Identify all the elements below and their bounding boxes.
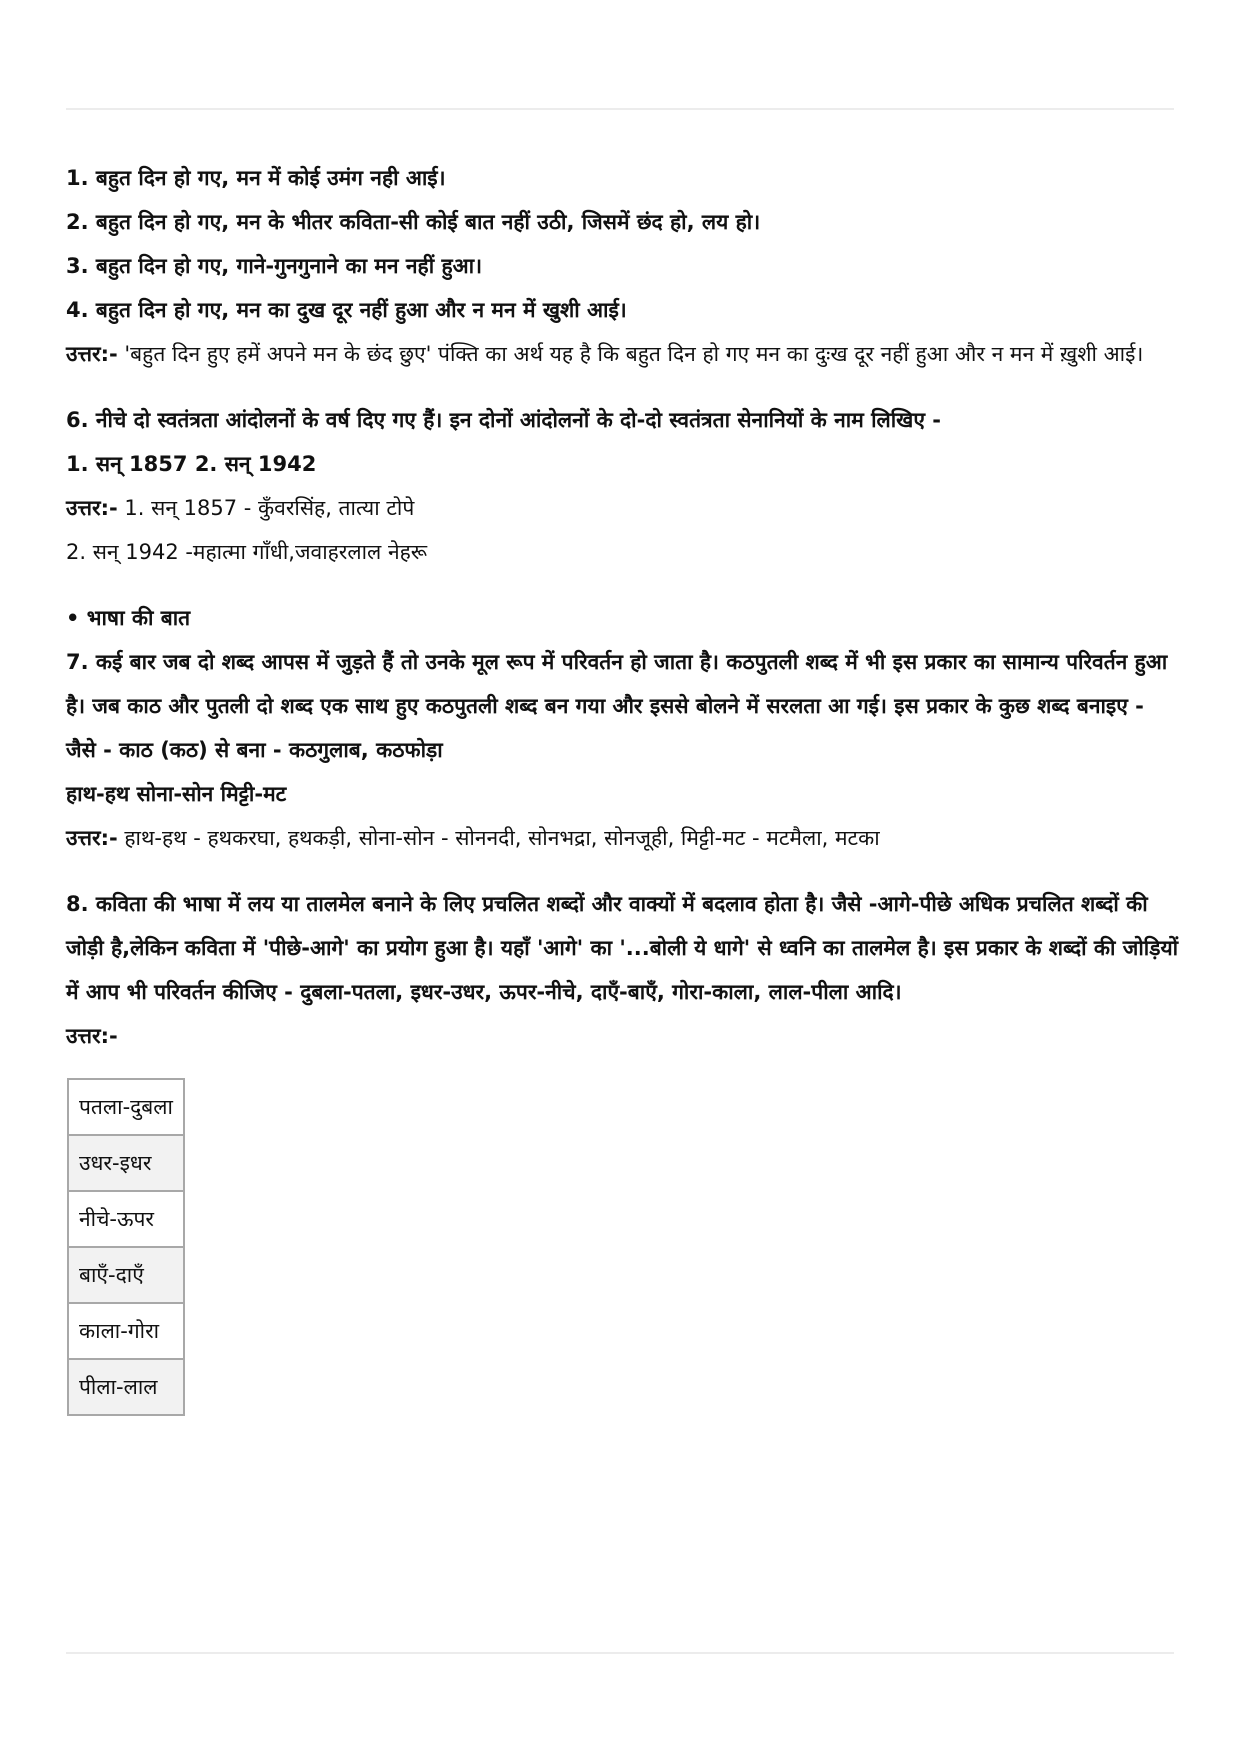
table-cell: पतला-दुबला (68, 1079, 184, 1135)
q5-answer-label: उत्तर:- (66, 342, 118, 366)
table-row (68, 1359, 184, 1415)
q5-option-1: 1. बहुत दिन हो गए, मन में कोई उमंग नही आई। (66, 166, 446, 190)
q8-question: 8. कविता की भाषा में लय या तालमेल बनाने के लिए प्रचलित शब्दों और वाक्यों में बदलाव होता है। जैसे -आगे-पीछे अधिक प्रचलित शब्दों की जोड़ी है,लेकिन कविता में 'पीछे-आगे' का प्रयोग हुआ है। यहाँ 'आगे' का '...बोली ये धागे' से ध्वनि का तालमेल है। इस प्रकार के शब्दों की जोड़ियों में आप भी परिवर्तन कीजिए - दुबला-पतला, इधर-उधर, ऊपर-नीचे, दाएँ-बाएँ, गोरा-काला, लाल-पीला आदि। (66, 892, 1179, 1004)
q6-question: 6. नीचे दो स्वतंत्रता आंदोलनों के वर्ष दिए गए हैं। इन दोनों आंदोलनों के दो-दो स्वतंत्रता सेनानियों के नाम लिखिए - (66, 408, 941, 432)
table-row (68, 1191, 184, 1247)
q7-answer-text: हाथ-हथ - हथकरघा, हथकड़ी, सोना-सोन - सोननदी, सोनभद्रा, सोनजूही, मिट्टी-मट - मटमैला, मटका (117, 826, 880, 850)
top-divider (66, 108, 1174, 110)
table-row (68, 1079, 184, 1135)
q5-option-4: 4. बहुत दिन हो गए, मन का दुख दूर नहीं हुआ और न मन में खुशी आई। (66, 298, 627, 322)
q6-answer-line-2: 2. सन् 1942 -महात्मा गाँधी,जवाहरलाल नेहरू (66, 540, 428, 564)
q8-answer-label: उत्तर:- (66, 1024, 118, 1048)
q6-years: 1. सन् 1857 2. सन् 1942 (66, 452, 317, 476)
table-cell: उधर-इधर (68, 1135, 184, 1191)
table-cell: पीला-लाल (68, 1359, 184, 1415)
q7-example: जैसे - काठ (कठ) से बना - कठगुलाब, कठफोड़ा (66, 738, 443, 762)
section-heading: • भाषा की बात (66, 606, 191, 630)
table-cell: बाएँ-दाएँ (68, 1247, 184, 1303)
q6-answer-text-1: 1. सन् 1857 - कुँवरसिंह, तात्या टोपे (117, 496, 415, 520)
answer-table (67, 1078, 185, 1416)
q7-question: 7. कई बार जब दो शब्द आपस में जुड़ते हैं तो उनके मूल रूप में परिवर्तन हो जाता है। कठपुतली शब्द में भी इस प्रकार का सामान्य परिवर्तन हुआ है। जब काठ और पुतली दो शब्द एक साथ हुए कठपुतली शब्द बन गया और इससे बोलने में सरलता आ गई। इस प्रकार के कुछ शब्द बनाइए - (66, 650, 1168, 718)
bottom-divider (66, 1652, 1174, 1654)
q5-answer-text: 'बहुत दिन हुए हमें अपने मन के छंद छुए' पंक्ति का अर्थ यह है कि बहुत दिन हो गए मन का दुःख दूर नहीं हुआ और न मन में ख़ुशी आई। (117, 342, 1144, 366)
q5-option-2: 2. बहुत दिन हो गए, मन के भीतर कविता-सी कोई बात नहीं उठी, जिसमें छंद हो, लय हो। (66, 210, 761, 234)
page-content (66, 156, 1180, 1416)
table-cell: काला-गोरा (68, 1303, 184, 1359)
q7-answer (66, 816, 1180, 860)
q5-option-3: 3. बहुत दिन हो गए, गाने-गुनगुनाने का मन नहीं हुआ। (66, 254, 483, 278)
table-row (68, 1303, 184, 1359)
q5-answer (66, 332, 1180, 376)
table-cell: नीचे-ऊपर (68, 1191, 184, 1247)
table-row (68, 1135, 184, 1191)
q7-answer-label: उत्तर:- (66, 826, 118, 850)
q7-pairs: हाथ-हथ सोना-सोन मिट्टी-मट (66, 782, 287, 806)
q6-answer-line-1 (66, 486, 1180, 530)
q6-answer-label: उत्तर:- (66, 496, 118, 520)
table-row (68, 1247, 184, 1303)
